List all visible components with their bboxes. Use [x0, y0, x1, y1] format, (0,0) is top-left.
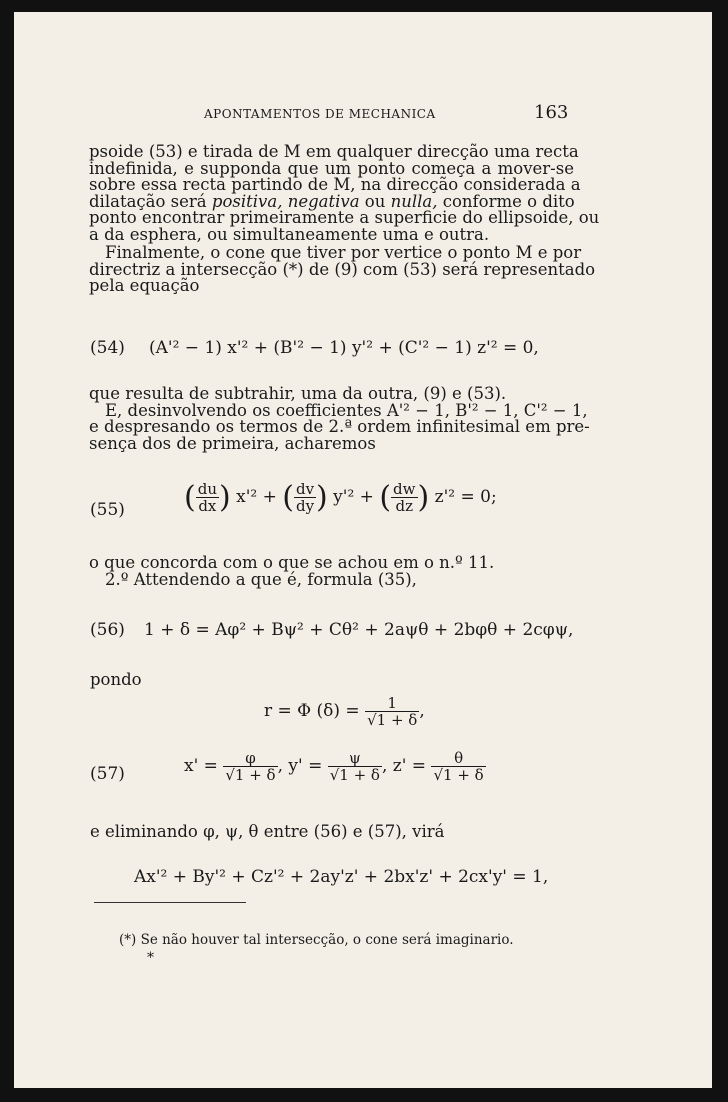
- fraction-dw-dz: $\frac{dw}{dz}$: [393, 480, 416, 515]
- text-line: sobre essa recta partindo de M, na direcção considerada a: [89, 175, 581, 194]
- equation-54: (A'² − 1) x'² + (B'² − 1) y'² + (C'² − 1) z'² = 0,: [149, 338, 539, 358]
- text-line: que resulta de subtrahir, uma da outra, (9) e (53).: [89, 384, 507, 403]
- text-line: 2.º Attendendo a que é, formula (35),: [105, 569, 417, 589]
- equation-number-57: (57): [90, 764, 125, 784]
- text-line: ponto encontrar primeiramente a superficie do ellipsoide, ou: [89, 208, 600, 227]
- paragraph-5: e eliminando φ, ψ, θ entre (56) e (57), virá: [90, 822, 445, 841]
- page-number: 163: [534, 102, 569, 123]
- text-line: pela equação: [89, 276, 200, 295]
- equation-number-54: (54): [90, 338, 125, 358]
- equation-number-55: (55): [90, 500, 125, 520]
- fraction-y: $\frac{\psi}{√1 + \delta}$: [329, 749, 380, 784]
- footnote: (*) Se não houver tal intersecção, o cone será imaginario.: [119, 932, 514, 948]
- text-line: a da esphera, ou simultaneamente uma e outra.: [89, 224, 490, 244]
- equation-final: Ax'² + By'² + Cz'² + 2ay'z' + 2bx'z' + 2cx'y' = 1,: [134, 867, 549, 887]
- paragraph-4: [89, 555, 574, 588]
- paragraph-1: [89, 142, 600, 244]
- equation-r: r = Φ (δ) = $\frac{1}{√1 + \delta}$ ,: [264, 694, 425, 729]
- fraction-du-dx: $\frac{du}{dx}$: [197, 480, 217, 515]
- text-line: sença dos de primeira, acharemos: [89, 433, 376, 453]
- fraction-x: $\frac{\varphi}{√1 + \delta}$: [225, 749, 276, 784]
- text-pondo: pondo: [90, 670, 142, 689]
- signature-mark: *: [147, 950, 154, 966]
- equation-56: 1 + δ = Aφ² + Bψ² + Cθ² + 2aψθ + 2bφθ + 2cφψ,: [144, 620, 574, 640]
- paragraph-3: [89, 384, 590, 453]
- text-line: indefinida, e supponda que um ponto começa a mover-se: [89, 158, 574, 178]
- paragraph-2: [89, 243, 596, 295]
- book-page: [14, 12, 712, 1088]
- text-line: E, desinvolvendo os coefficientes A'² − 1, B'² − 1, C'² − 1,: [105, 400, 588, 420]
- emphasis-positiva: positiva,: [211, 191, 283, 211]
- equation-55: ( $\frac{du}{dx}$ ) x'² + ( $\frac{dv}{dy}$ ) y'² + ( $\frac{dw}{dz}$ ) z'² = 0;: [184, 480, 497, 515]
- running-head: APONTAMENTOS DE MECHANICA: [204, 107, 436, 121]
- text-line: e despresando os termos de 2.ª ordem infinitesimal em pre-: [89, 417, 590, 436]
- fraction-dv-dy: $\frac{dv}{dy}$: [295, 480, 315, 515]
- footnote-divider: [94, 902, 246, 903]
- emphasis-negativa: negativa: [287, 191, 360, 211]
- text-line: o que concorda com o que se achou em o n.º 11.: [89, 553, 495, 572]
- text-line: directriz a intersecção (*) de (9) com (53) será representado: [89, 259, 596, 279]
- fraction-r: $\frac{1}{√1 + \delta}$: [367, 694, 418, 729]
- page-header: [14, 102, 712, 127]
- equation-number-56: (56): [90, 620, 125, 640]
- text-line: Finalmente, o cone que tiver por vertice o ponto M e por: [105, 243, 582, 262]
- text-line-with-emphasis: dilatação será positiva, negativa ou nulla, conforme o dito: [89, 191, 575, 211]
- emphasis-nulla: nulla,: [390, 191, 438, 211]
- fraction-z: $\frac{\theta}{√1 + \delta}$: [433, 749, 484, 784]
- text-line: psoide (53) e tirada de M em qualquer direcção uma recta: [89, 142, 579, 161]
- equation-57: x' = $\frac{\varphi}{√1 + \delta}$ , y' = $\frac{\psi}{√1 + \delta}$ , z' = $\frac{\theta}{√1 + \delta}$: [184, 749, 484, 784]
